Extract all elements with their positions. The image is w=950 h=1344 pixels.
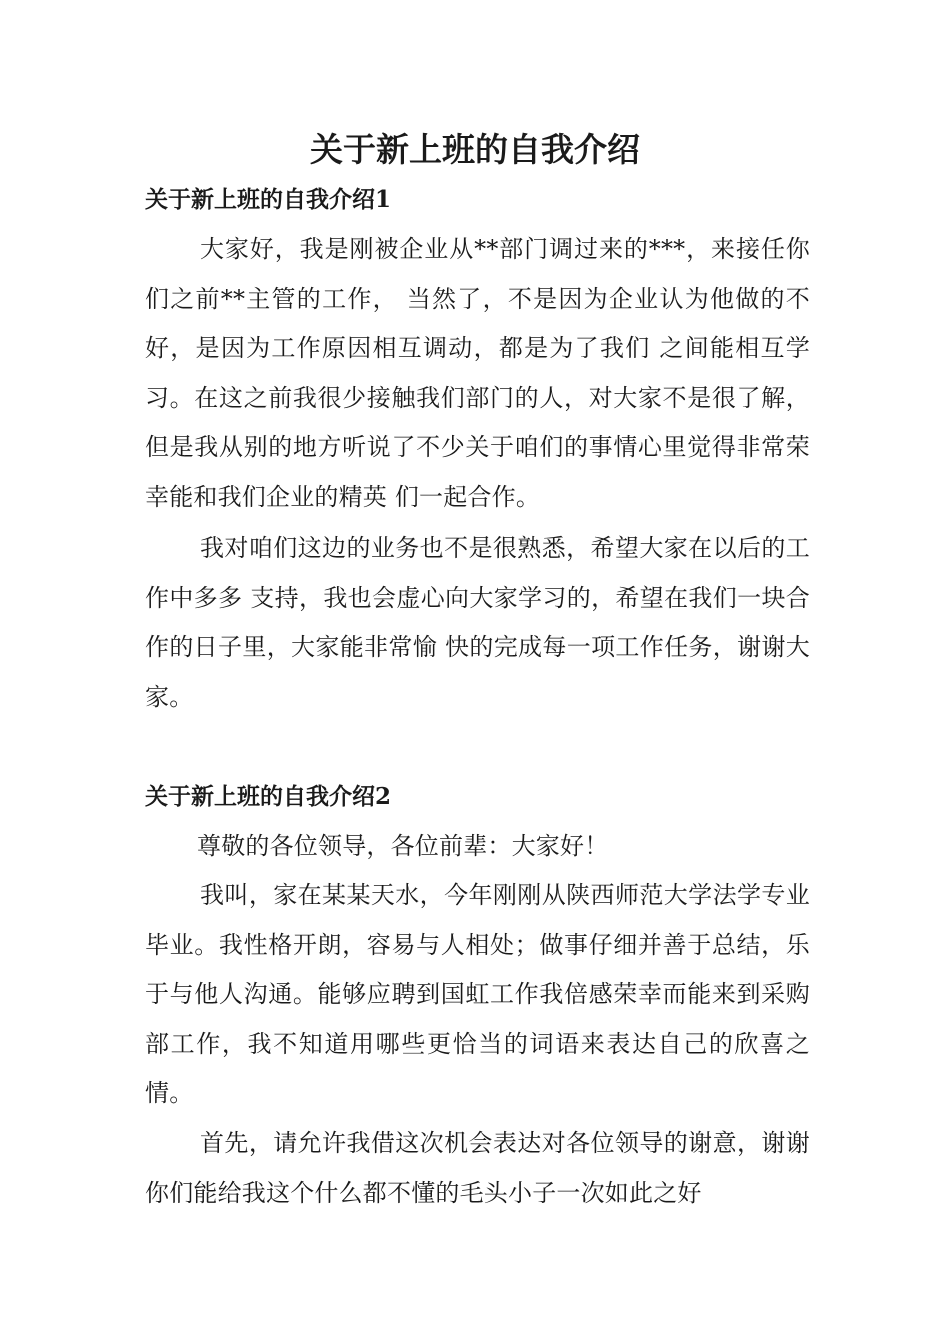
section-2-paragraph-3: 首先，请允许我借这次机会表达对各位领导的谢意，谢谢你们能给我这个什么都不懂的毛头小子一次如此之好 xyxy=(145,1129,810,1207)
section-heading-1: 关于新上班的自我介绍1 xyxy=(145,186,392,213)
section-1-paragraph-2: 我对咱们这边的业务也不是很熟悉，希望大家在以后的工作中多多 支持，我也会虚心向大家学习的，希望在我们一块合作的日子里，大家能非常愉 快的完成每一项工作任务，谢谢大家。 xyxy=(145,534,810,711)
section-2-paragraph-1: 尊敬的各位领导，各位前辈：大家好！ xyxy=(197,832,609,860)
section-1-paragraph-1: 大家好，我是刚被企业从**部门调过来的***，来接任你们之前**主管的工作， 当然了，不是因为企业认为他做的不好，是因为工作原因相互调动，都是为了我们 之间能相互学习。在这之前我很少接触我们部门的人，对大家不是很了解，但是我从别的地方听说了不少关于咱们的事情心里觉得非常荣幸能和我们企业的精英 们一起合作。 xyxy=(145,235,810,511)
section-2-paragraph-2: 我叫，家在某某天水，今年刚刚从陕西师范大学法学专业毕业。我性格开朗，容易与人相处；做事仔细并善于总结，乐于与他人沟通。能够应聘到国虹工作我倍感荣幸而能来到采购部工作，我不知道用哪些更恰当的词语来表达自己的欣喜之情。 xyxy=(145,881,810,1107)
document-title: 关于新上班的自我介绍 xyxy=(310,130,640,169)
section-heading-2: 关于新上班的自我介绍2 xyxy=(145,783,392,810)
